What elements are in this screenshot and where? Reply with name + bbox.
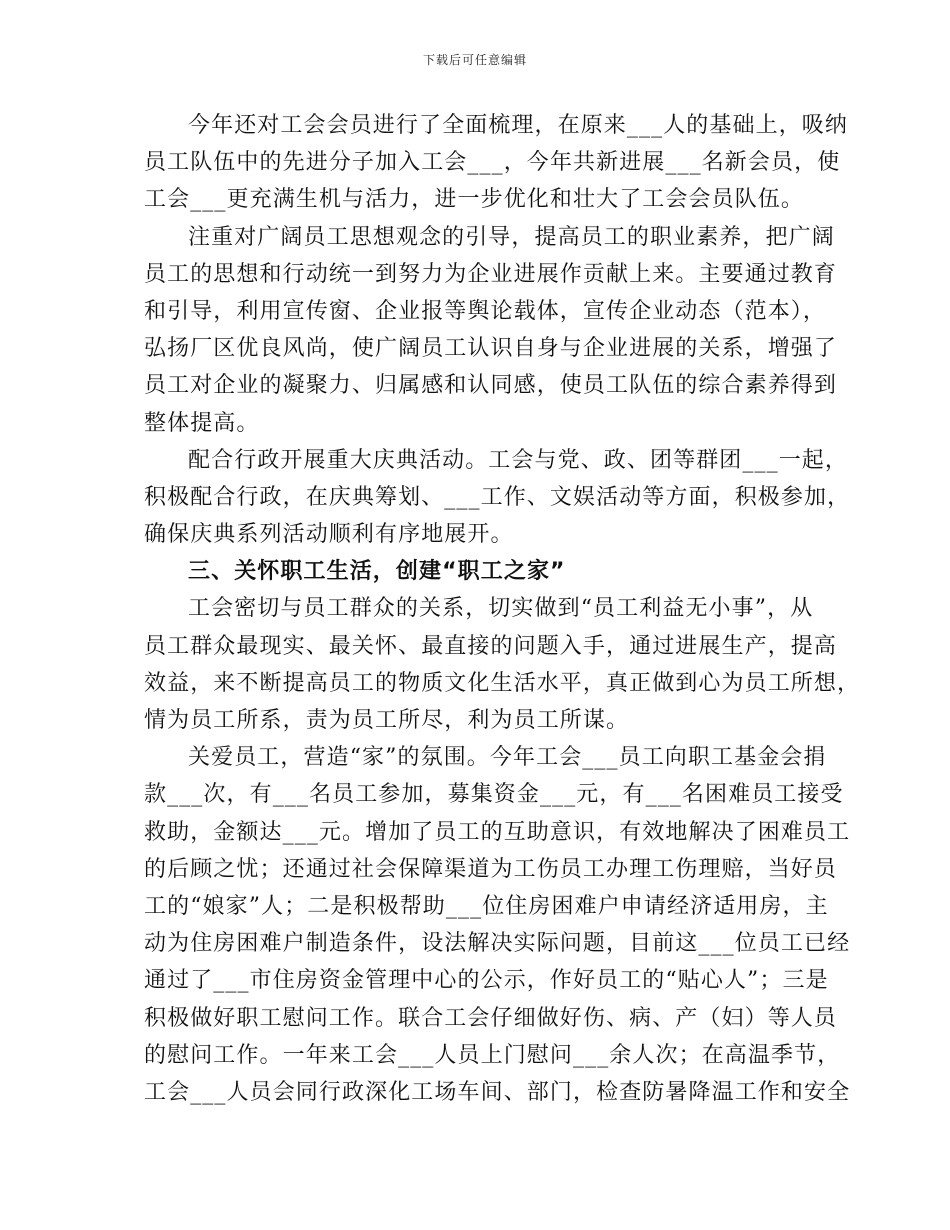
paragraph-4-line-3: 效益，来不断提高员工的物质文化生活水平，真正做到心为员工所想， (144, 670, 861, 696)
paragraph-5-line-2: 款___次，有___名员工参加，募集资金___元，有___名困难员工接受 (144, 782, 844, 808)
paragraph-1-line-3: 工会___更充满生机与活力，进一步优化和壮大了工会会员队伍。 (144, 187, 805, 213)
paragraph-4-line-2: 员工群众最现实、最关怀、最直接的问题入手，通过进展生产，提高 (144, 633, 838, 659)
paragraph-3-line-3: 确保庆典系列活动顺利有序地展开。 (144, 522, 514, 548)
paragraph-2-line-2: 员工的思想和行动统一到努力为企业进展作贡献上来。主要通过教育 (144, 261, 838, 287)
paragraph-3-line-2: 积极配合行政，在庆典筹划、___工作、文娱活动等方面，积极参加， (144, 484, 851, 510)
paragraph-2-line-4: 弘扬厂区优良风尚，使广阔员工认识自身与企业进展的关系，增强了 (144, 336, 838, 362)
paragraph-2-line-5: 员工对企业的凝聚力、归属感和认同感，使员工队伍的综合素养得到 (144, 373, 838, 399)
paragraph-1-line-2: 员工队伍中的先进分子加入工会___，今年共新进展___名新会员，使 (144, 150, 841, 176)
paragraph-5-line-7: 通过了___市住房资金管理中心的公示，作好员工的“贴心人”；三是 (144, 968, 829, 994)
paragraph-5-line-3: 救助，金额达___元。增加了员工的互助意识，有效地解决了困难员工 (144, 819, 851, 845)
page-header-note: 下载后可任意编辑 (422, 53, 527, 67)
paragraph-3-line-1: 配合行政开展重大庆典活动。工会与党、政、团等群团___一起， (188, 447, 849, 473)
paragraph-5-line-6: 动为住房困难户制造条件，设法解决实际问题，目前这___位员工已经 (144, 931, 851, 957)
paragraph-5-line-1: 关爱员工，营造“家”的氛围。今年工会___员工向职工基金会捐 (188, 745, 827, 771)
paragraph-1-line-1: 今年还对工会会员进行了全面梳理，在原来___人的基础上，吸纳 (188, 113, 849, 138)
section-heading: 三、关怀职工生活，创建“职工之家” (188, 559, 566, 585)
paragraph-4-line-1: 工会密切与员工群众的关系，切实做到“员工利益无小事”，从 (188, 596, 814, 622)
paragraph-5-line-8: 积极做好职工慰问工作。联合工会仔细做好伤、病、产（妇）等人员 (144, 1005, 838, 1031)
paragraph-5-line-9: 的慰问工作。一年来工会___人员上门慰问___余人次；在高温季节， (144, 1042, 841, 1068)
paragraph-5-line-5: 工的“娘家”人；二是积极帮助___位住房困难户申请经济适用房，主 (144, 893, 829, 919)
paragraph-4-line-4: 情为员工所系，责为员工所尽，利为员工所谋。 (144, 708, 630, 733)
paragraph-5-line-10: 工会___人员会同行政深化工场车间、部门，检查防暑降温工作和安全 (144, 1079, 851, 1105)
paragraph-2-line-1: 注重对广阔员工思想观念的引导，提高员工的职业素养，把广阔 (188, 224, 835, 250)
paragraph-5-line-4: 的后顾之忧；还通过社会保障渠道为工伤员工办理工伤理赔，当好员 (144, 856, 838, 882)
paragraph-2-line-3: 和引导，利用宣传窗、企业报等舆论载体，宣传企业动态（范本）， (144, 298, 827, 324)
paragraph-2-line-6: 整体提高。 (144, 410, 260, 436)
document-body (144, 107, 861, 1111)
